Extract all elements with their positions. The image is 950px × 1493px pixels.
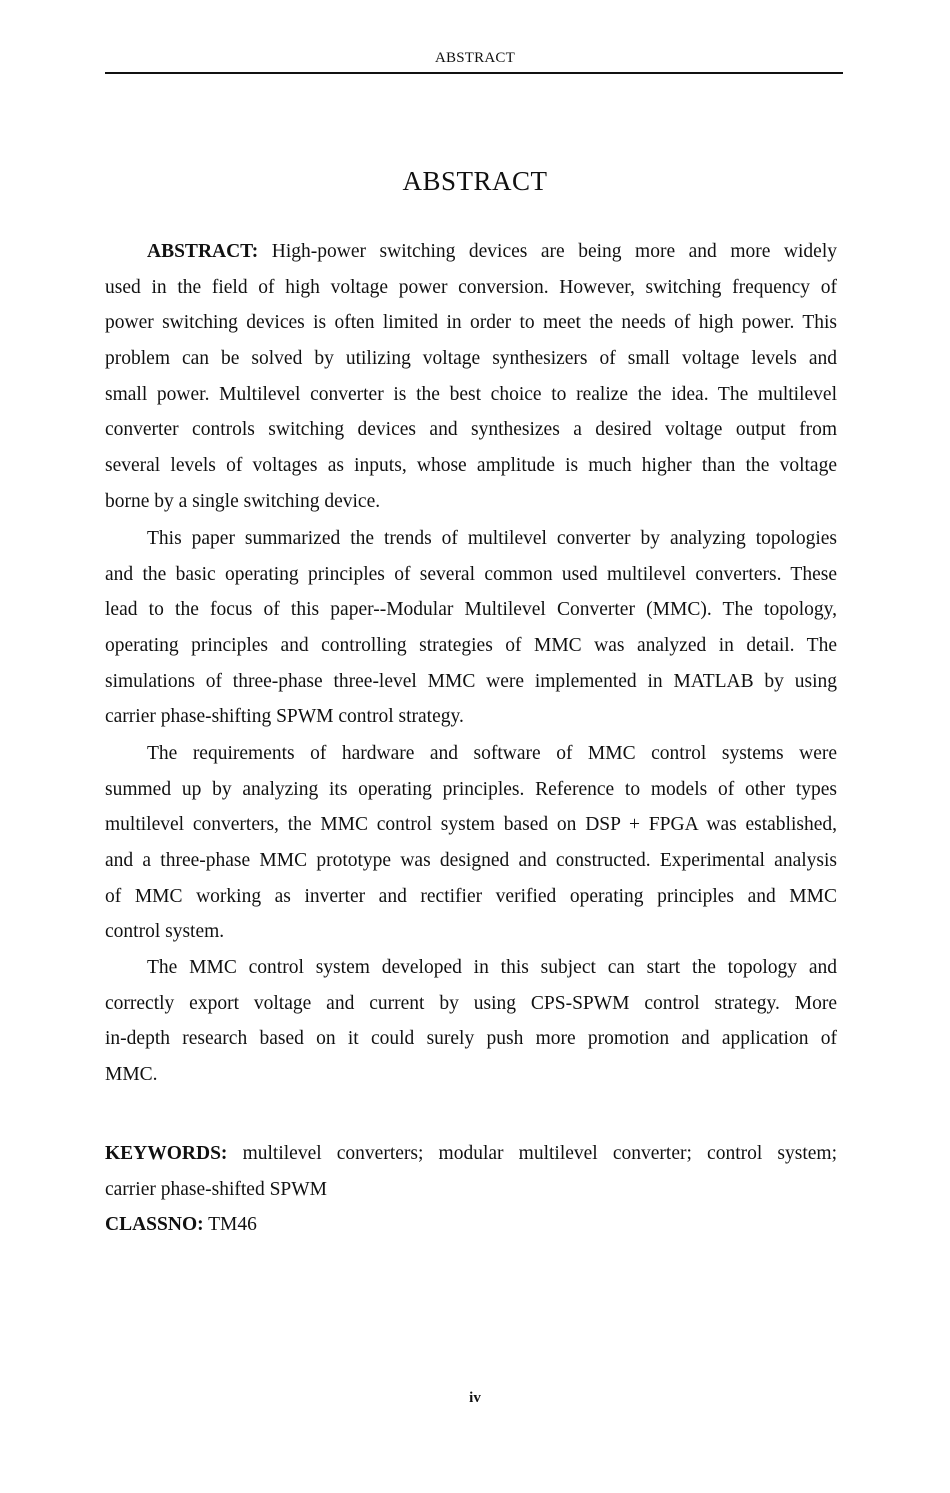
paragraph-line: operating principles and controlling strategies of MMC was analyzed in detail. The xyxy=(105,635,837,657)
paragraph-line: power switching devices is often limited in order to meet the needs of high power. This xyxy=(105,312,837,334)
abstract-label: ABSTRACT: xyxy=(147,241,259,262)
paragraph-line: used in the field of high voltage power conversion. However, switching frequency of xyxy=(105,276,837,298)
abstract-paragraph-1 xyxy=(105,234,837,520)
paragraph-line: summed up by analyzing its operating principles. Reference to models of other types xyxy=(105,778,837,800)
paragraph-line: converter controls switching devices and synthesizes a desired voltage output from xyxy=(105,419,837,441)
keywords-line-2: carrier phase-shifted SPWM xyxy=(105,1178,328,1200)
paragraph-line: carrier phase-shifting SPWM control strategy. xyxy=(105,706,464,728)
paragraph-line: problem can be solved by utilizing voltage synthesizers of small voltage levels and xyxy=(105,348,837,370)
paragraph-line: control system. xyxy=(105,921,225,943)
abstract-paragraph-3 xyxy=(105,736,837,950)
page-number: iv xyxy=(469,1390,481,1406)
classno-line xyxy=(105,1207,837,1243)
paragraph-line: simulations of three-phase three-level MMC were implemented in MATLAB by using xyxy=(105,670,837,692)
abstract-paragraph-4 xyxy=(105,950,837,1093)
paragraph-line: The MMC control system developed in this subject can start the topology and xyxy=(147,957,837,978)
paragraph-line: several levels of voltages as inputs, whose amplitude is much higher than the voltage xyxy=(105,455,837,477)
paragraph-line: MMC. xyxy=(105,1064,158,1086)
header-rule xyxy=(105,72,843,74)
keywords-line xyxy=(105,1136,837,1172)
paragraph-line: multilevel converters, the MMC control system based on DSP + FPGA was established, xyxy=(105,814,837,836)
paragraph-line: in-depth research based on it could surely push more promotion and application of xyxy=(105,1028,837,1050)
paragraph-line: and the basic operating principles of several common used multilevel converters. These xyxy=(105,563,837,585)
paragraph-line: correctly export voltage and current by using CPS-SPWM control strategy. More xyxy=(105,992,837,1014)
paragraph-line: ABSTRACT: High-power switching devices are being more and more widely xyxy=(147,241,837,262)
paragraph-line: The requirements of hardware and software of MMC control systems were xyxy=(147,743,837,764)
abstract-paragraph-2 xyxy=(105,521,837,735)
classno-value: TM46 xyxy=(203,1214,257,1236)
paragraph-line: borne by a single switching device. xyxy=(105,490,381,512)
classno-label: CLASSNO: xyxy=(105,1214,204,1236)
page-title: ABSTRACT xyxy=(402,166,548,196)
keywords-label: KEYWORDS: xyxy=(105,1143,228,1164)
paragraph-line: of MMC working as inverter and rectifier verified operating principles and MMC xyxy=(105,885,837,907)
paragraph-line: small power. Multilevel converter is the best choice to realize the idea. The multilevel xyxy=(105,383,837,405)
keywords-block xyxy=(105,1136,837,1243)
paragraph-line: This paper summarized the trends of multilevel converter by analyzing topologies xyxy=(147,528,837,549)
running-head: ABSTRACT xyxy=(435,50,515,66)
keywords-text: multilevel converters; modular multilevel converter; control system; xyxy=(227,1143,837,1164)
paragraph-line: lead to the focus of this paper--Modular Multilevel Converter (MMC). The topology, xyxy=(105,599,837,621)
paragraph-line: and a three-phase MMC prototype was designed and constructed. Experimental analysis xyxy=(105,850,837,872)
